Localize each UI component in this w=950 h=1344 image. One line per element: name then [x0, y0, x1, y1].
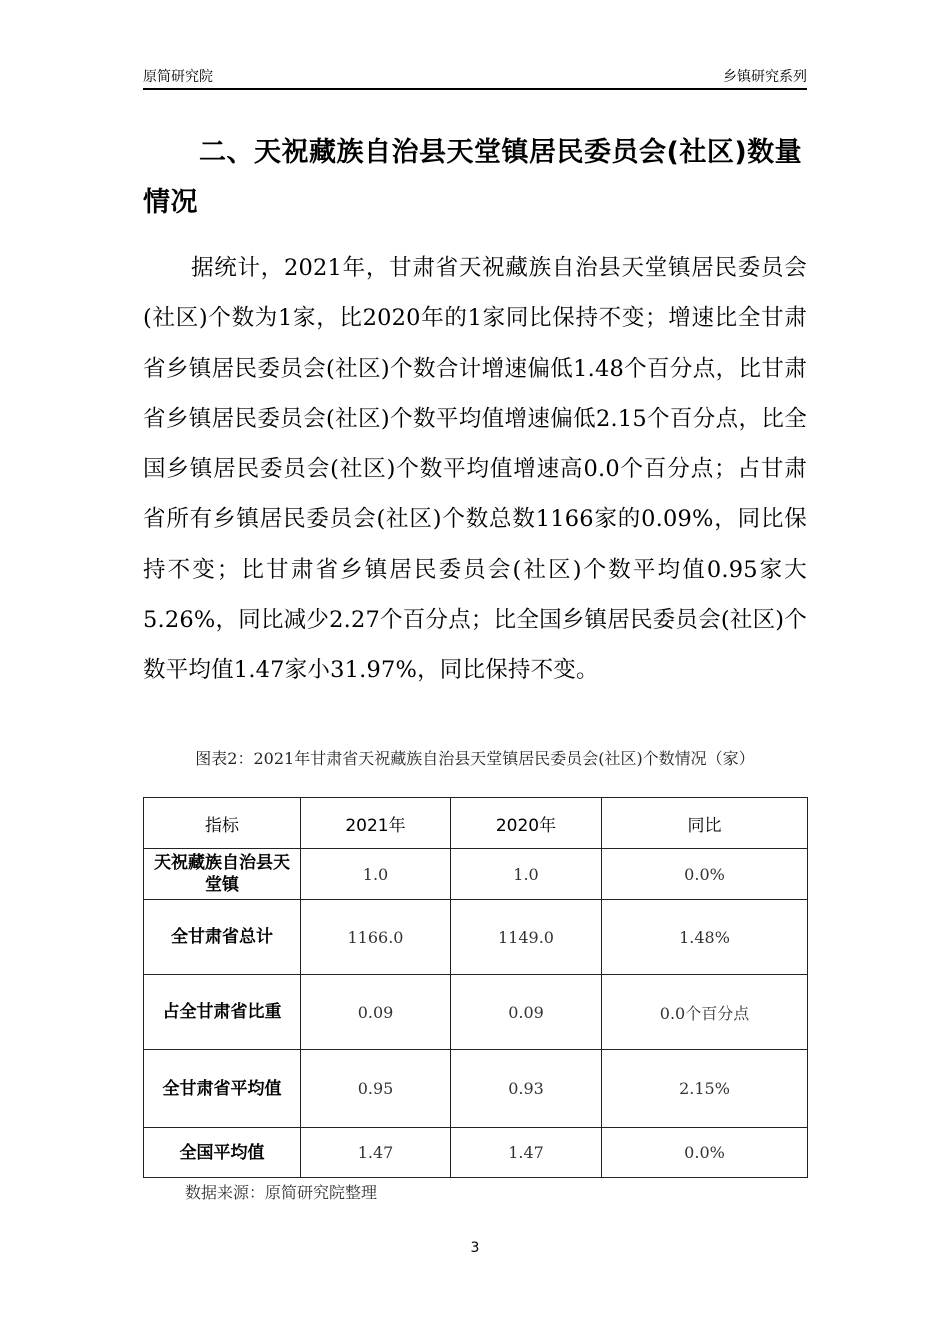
table-row: [144, 975, 808, 1050]
header-yoy: 同比: [602, 798, 808, 849]
data-table: [143, 797, 808, 1178]
cell-yoy: 0.0%: [602, 1128, 808, 1178]
cell-2020: 0.93: [451, 1050, 602, 1128]
cell-2020: 0.09: [451, 975, 602, 1050]
row-label: 全甘肃省平均值: [144, 1050, 301, 1128]
row-label: 占全甘肃省比重: [144, 975, 301, 1050]
table-row: [144, 849, 808, 900]
cell-yoy: 0.0%: [602, 849, 808, 900]
cell-2021: 0.95: [301, 1050, 451, 1128]
cell-yoy: 2.15%: [602, 1050, 808, 1128]
table-row: [144, 1050, 808, 1128]
cell-2021: 1.47: [301, 1128, 451, 1178]
cell-yoy: 1.48%: [602, 900, 808, 975]
cell-2020: 1.0: [451, 849, 602, 900]
header-indicator: 指标: [144, 798, 301, 849]
cell-2020: 1149.0: [451, 900, 602, 975]
page-header: [143, 66, 807, 90]
cell-2021: 1.0: [301, 849, 451, 900]
page-number: 3: [470, 1240, 480, 1256]
table-row: [144, 900, 808, 975]
cell-yoy: 0.0个百分点: [602, 975, 808, 1050]
row-label: 天祝藏族自治县天堂镇: [144, 849, 301, 900]
body-paragraph: 据统计，2021年，甘肃省天祝藏族自治县天堂镇居民委员会(社区)个数为1家，比2020年的1家同比保持不变；增速比全甘肃省乡镇居民委员会(社区)个数合计增速偏低1.48个百分点，比甘肃省乡镇居民委员会(社区)个数平均值增速偏低2.15个百分点，比全国乡镇居民委员会(社区)个数平均值增速高0.0个百分点；占甘肃省所有乡镇居民委员会(社区)个数总数1166家的0.09%，同比保持不变；比甘肃省乡镇居民委员会(社区)个数平均值0.95家大5.26%，同比减少2.27个百分点；比全国乡镇居民委员会(社区)个数平均值1.47家小31.97%，同比保持不变。: [143, 255, 807, 684]
row-label: 全甘肃省总计: [144, 900, 301, 975]
cell-2020: 1.47: [451, 1128, 602, 1178]
table-row: [144, 1128, 808, 1178]
cell-2021: 0.09: [301, 975, 451, 1050]
row-label: 全国平均值: [144, 1128, 301, 1178]
section-heading: 二、天祝藏族自治县天堂镇居民委员会(社区)数量情况: [143, 137, 803, 218]
table-caption: 图表2：2021年甘肃省天祝藏族自治县天堂镇居民委员会(社区)个数情况（家）: [195, 749, 755, 768]
table-header-row: [144, 798, 808, 849]
data-source-note: 数据来源：原简研究院整理: [185, 1183, 378, 1202]
cell-2021: 1166.0: [301, 900, 451, 975]
header-org-name: 原简研究院: [143, 69, 213, 85]
header-series-name: 乡镇研究系列: [723, 69, 807, 85]
header-2020: 2020年: [451, 798, 602, 849]
header-2021: 2021年: [301, 798, 451, 849]
